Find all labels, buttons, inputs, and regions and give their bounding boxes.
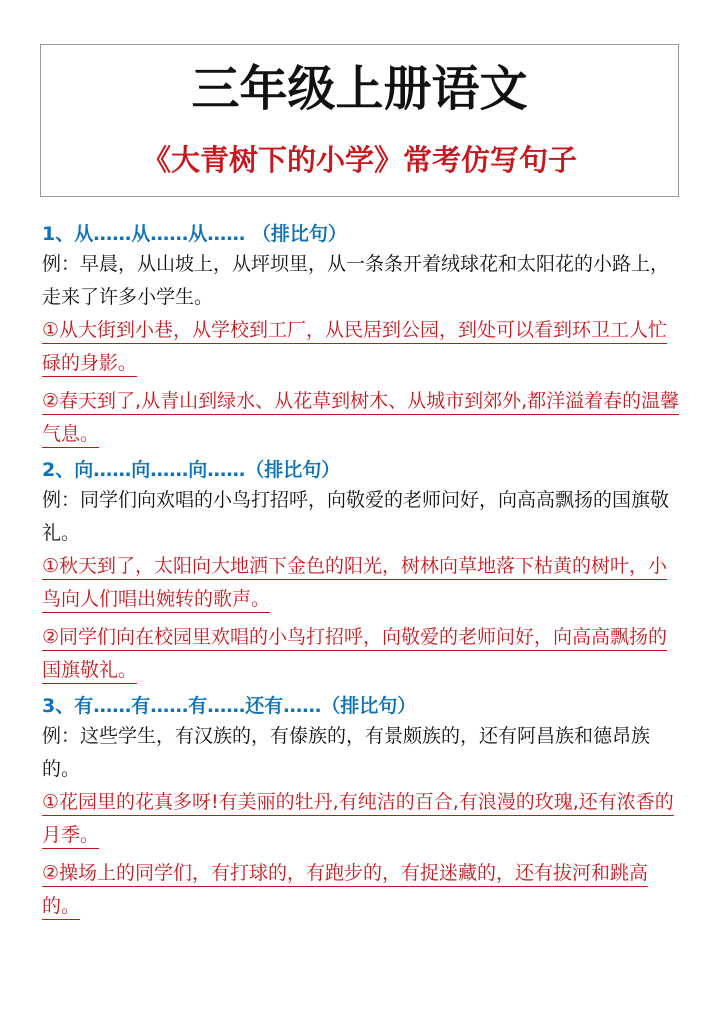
example-sentence: 例：早晨，从山坡上，从坪坝里，从一条条开着绒球花和太阳花的小路上，走来了许多小学生。	[42, 253, 670, 308]
title-box	[40, 44, 679, 197]
answer-sentence	[42, 385, 682, 451]
example-sentence: 例：这些学生，有汉族的，有傣族的，有景颇族的，还有阿昌族和德昂族的。	[42, 725, 651, 780]
section-2	[42, 456, 682, 687]
section-1	[42, 220, 682, 451]
answer-text: ②操场上的同学们，有打球的，有跑步的，有捉迷藏的，还有拔河和跳高的。	[42, 862, 649, 917]
answer-sentence	[42, 550, 682, 616]
section-heading: 1、从……从……从…… （排比句）	[42, 223, 347, 245]
answer-sentence	[42, 786, 682, 852]
answer-sentence	[42, 314, 682, 380]
answer-sentence	[42, 621, 682, 687]
section-heading: 2、向……向……向……（排比句）	[42, 459, 341, 481]
answer-sentence	[42, 857, 682, 923]
answer-text: ①花园里的花真多呀!有美丽的牡丹,有纯洁的百合,有浪漫的玫瑰,还有浓香的月季。	[42, 791, 674, 846]
content	[42, 220, 682, 928]
example-sentence: 例：同学们向欢唱的小鸟打招呼，向敬爱的老师问好，向高高飘扬的国旗敬礼。	[42, 489, 670, 544]
page-subtitle: 《大青树下的小学》常考仿写句子	[141, 143, 577, 177]
answer-text: ②春天到了,从青山到绿水、从花草到树木、从城市到郊外,都洋溢着春的温馨气息。	[42, 390, 680, 445]
answer-text: ②同学们向在校园里欢唱的小鸟打招呼，向敬爱的老师问好，向高高飘扬的国旗敬礼。	[42, 626, 668, 681]
answer-text: ①秋天到了，太阳向大地洒下金色的阳光，树林向草地落下枯黄的树叶，小鸟向人们唱出婉转的歌声。	[42, 555, 668, 610]
page-title: 三年级上册语文	[191, 61, 528, 117]
answer-text: ①从大街到小巷，从学校到工厂，从民居到公园，到处可以看到环卫工人忙碌的身影。	[42, 319, 668, 374]
section-heading: 3、有……有……有……还有……（排比句）	[42, 695, 417, 717]
section-3	[42, 692, 682, 923]
